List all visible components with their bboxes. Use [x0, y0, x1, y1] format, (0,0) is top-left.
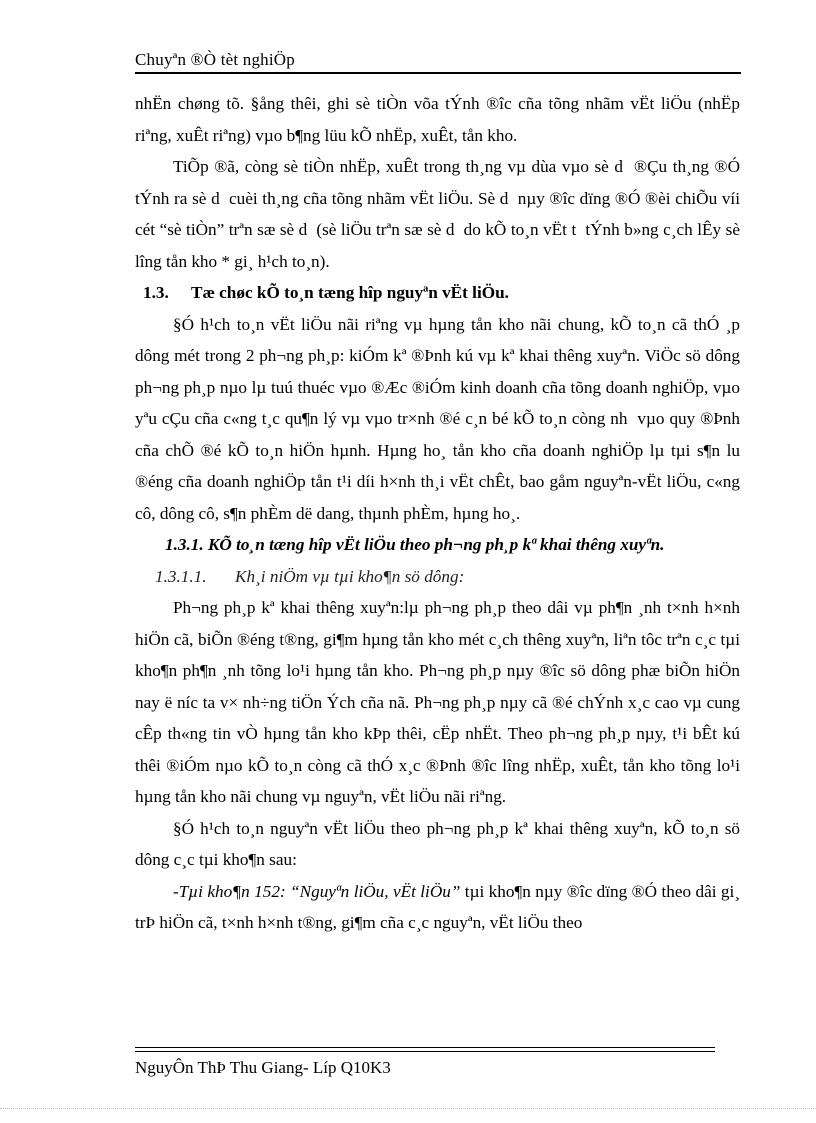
- section-heading-1-3-1-1: [135, 561, 740, 593]
- paragraph-account-152: [135, 876, 740, 939]
- account-lead: -Tµi kho¶n 152: “Nguyªn liÖu, vËt liÖu”: [173, 881, 461, 901]
- section-number: 1.3.: [143, 283, 169, 302]
- paragraph: §Ó h¹ch to¸n vËt liÖu nãi riªng vµ hµng tån kho nãi chung, kÕ to¸n cã thÓ ¸p dông mét trong 2 ph¬ng ph¸p: kiÓm kª ®Þnh kú vµ kª khai thêng xuyªn. ViÖc sö dông ph¬ng ph¸p nµo lµ tuú thuéc vµo ®Æc ®iÓm kinh doanh cña tõng doanh nghiÖp, vµo yªu cÇu cña c«ng t¸c qu¶n lý vµ vµo tr×nh ®é c¸n bé kÕ to¸n còng nh vµo quy ®Þnh cña chÕ ®é kÕ to¸n hiÖn hµnh. Hµng ho¸ tån kho cña doanh nghiÖp lµ tµi s¶n lu ®éng cña doanh nghiÖp tån t¹i díi h×nh th¸i vËt chÊt, bao gåm nguyªn-vËt liÖu, c«ng cô, dông cô, s¶n phÈm dë dang, thµnh phÈm, hµng ho¸.: [135, 314, 740, 523]
- page-footer-author: NguyÔn ThÞ Thu Giang- Líp Q10K3: [135, 1058, 391, 1077]
- section-title: Tæ chøc kÕ to¸n tæng hîp nguyªn vËt liÖu.: [191, 283, 509, 302]
- header-rule: [135, 72, 741, 74]
- footer-rule: [135, 1047, 715, 1048]
- page-header-title: Chuyªn ®Ò tèt nghiÖp: [135, 50, 295, 69]
- section-number: 1.3.1.1.: [155, 566, 207, 586]
- section-heading-1-3: [135, 277, 740, 309]
- section-title: Kh¸i niÖm vµ tµi kho¶n sö dông:: [235, 566, 465, 586]
- paragraph: §Ó h¹ch to¸n nguyªn vËt liÖu theo ph¬ng ph¸p kª khai thêng xuyªn, kÕ to¸n sö dông c¸c tµi kho¶n sau:: [135, 818, 740, 869]
- footer-rule: [135, 1051, 715, 1052]
- paragraph: Ph¬ng ph¸p kª khai thêng xuyªn:lµ ph¬ng ph¸p theo dâi vµ ph¶n ¸nh t×nh h×nh hiÖn cã, biÕn ®éng t®ng, gi¶m hµng tån kho mét c¸ch thêng xuyªn, liªn tôc trªn c¸c tµi kho¶n ph¶n ¸nh tõng lo¹i hµng tån kho. Ph¬ng ph¸p nµy ®îc sö dông phæ biÕn hiÖn nay ë níc ta v× nh÷ng tiÖn Ých cña nã. Ph¬ng ph¸p nµy cã ®é chÝnh x¸c cao vµ cung cÊp th«ng tin vÒ hµng tån kho kÞp thêi, cËp nhËt. Theo ph¬ng ph¸p nµy, t¹i bÊt kú thêi ®iÓm nµo kÕ to¸n còng cã thÓ x¸c ®Þnh ®îc lîng nhËp, xuÊt, tån kho tõng lo¹i hµng tån kho nãi chung vµ nguyªn, vËt liÖu nãi riªng.: [135, 598, 740, 806]
- section-heading-1-3-1: 1.3.1. KÕ to¸n tæng hîp vËt liÖu theo ph¬ng ph¸p kª khai thêng xuyªn.: [165, 535, 665, 554]
- document-body: [135, 88, 740, 939]
- account-description: tµi kho¶n nµy ®îc dïng ®Ó theo dâi gi¸ trÞ hiÖn cã, t×nh h×nh t®ng, gi¶m cña c¸c nguyªn, vËt liÖu theo: [135, 881, 740, 932]
- paragraph: nhËn chøng tõ. §ång thêi, ghi sè tiÒn võa tÝnh ®îc cña tõng nhãm vËt liÖu (nhËp riªng, xuÊt riªng) vµo b¶ng lüu kÕ nhËp, xuÊt, tån kho.: [135, 94, 740, 145]
- paragraph: TiÕp ®ã, còng sè tiÒn nhËp, xuÊt trong th¸ng vµ dùa vµo sè d ®Çu th¸ng ®Ó tÝnh ra sè d cuèi th¸ng cña tõng nhãm vËt liÖu. Sè d nµy ®îc dïng ®Ó ®èi chiÕu víi cét “sè tiÒn” trªn sæ sè d (sè liÖu trªn sæ sè d do kÕ to¸n vËt t tÝnh b»ng c¸ch lÊy sè lîng tån kho * gi¸ h¹ch to¸n).: [135, 157, 740, 271]
- page-edge-divider: [0, 1108, 816, 1109]
